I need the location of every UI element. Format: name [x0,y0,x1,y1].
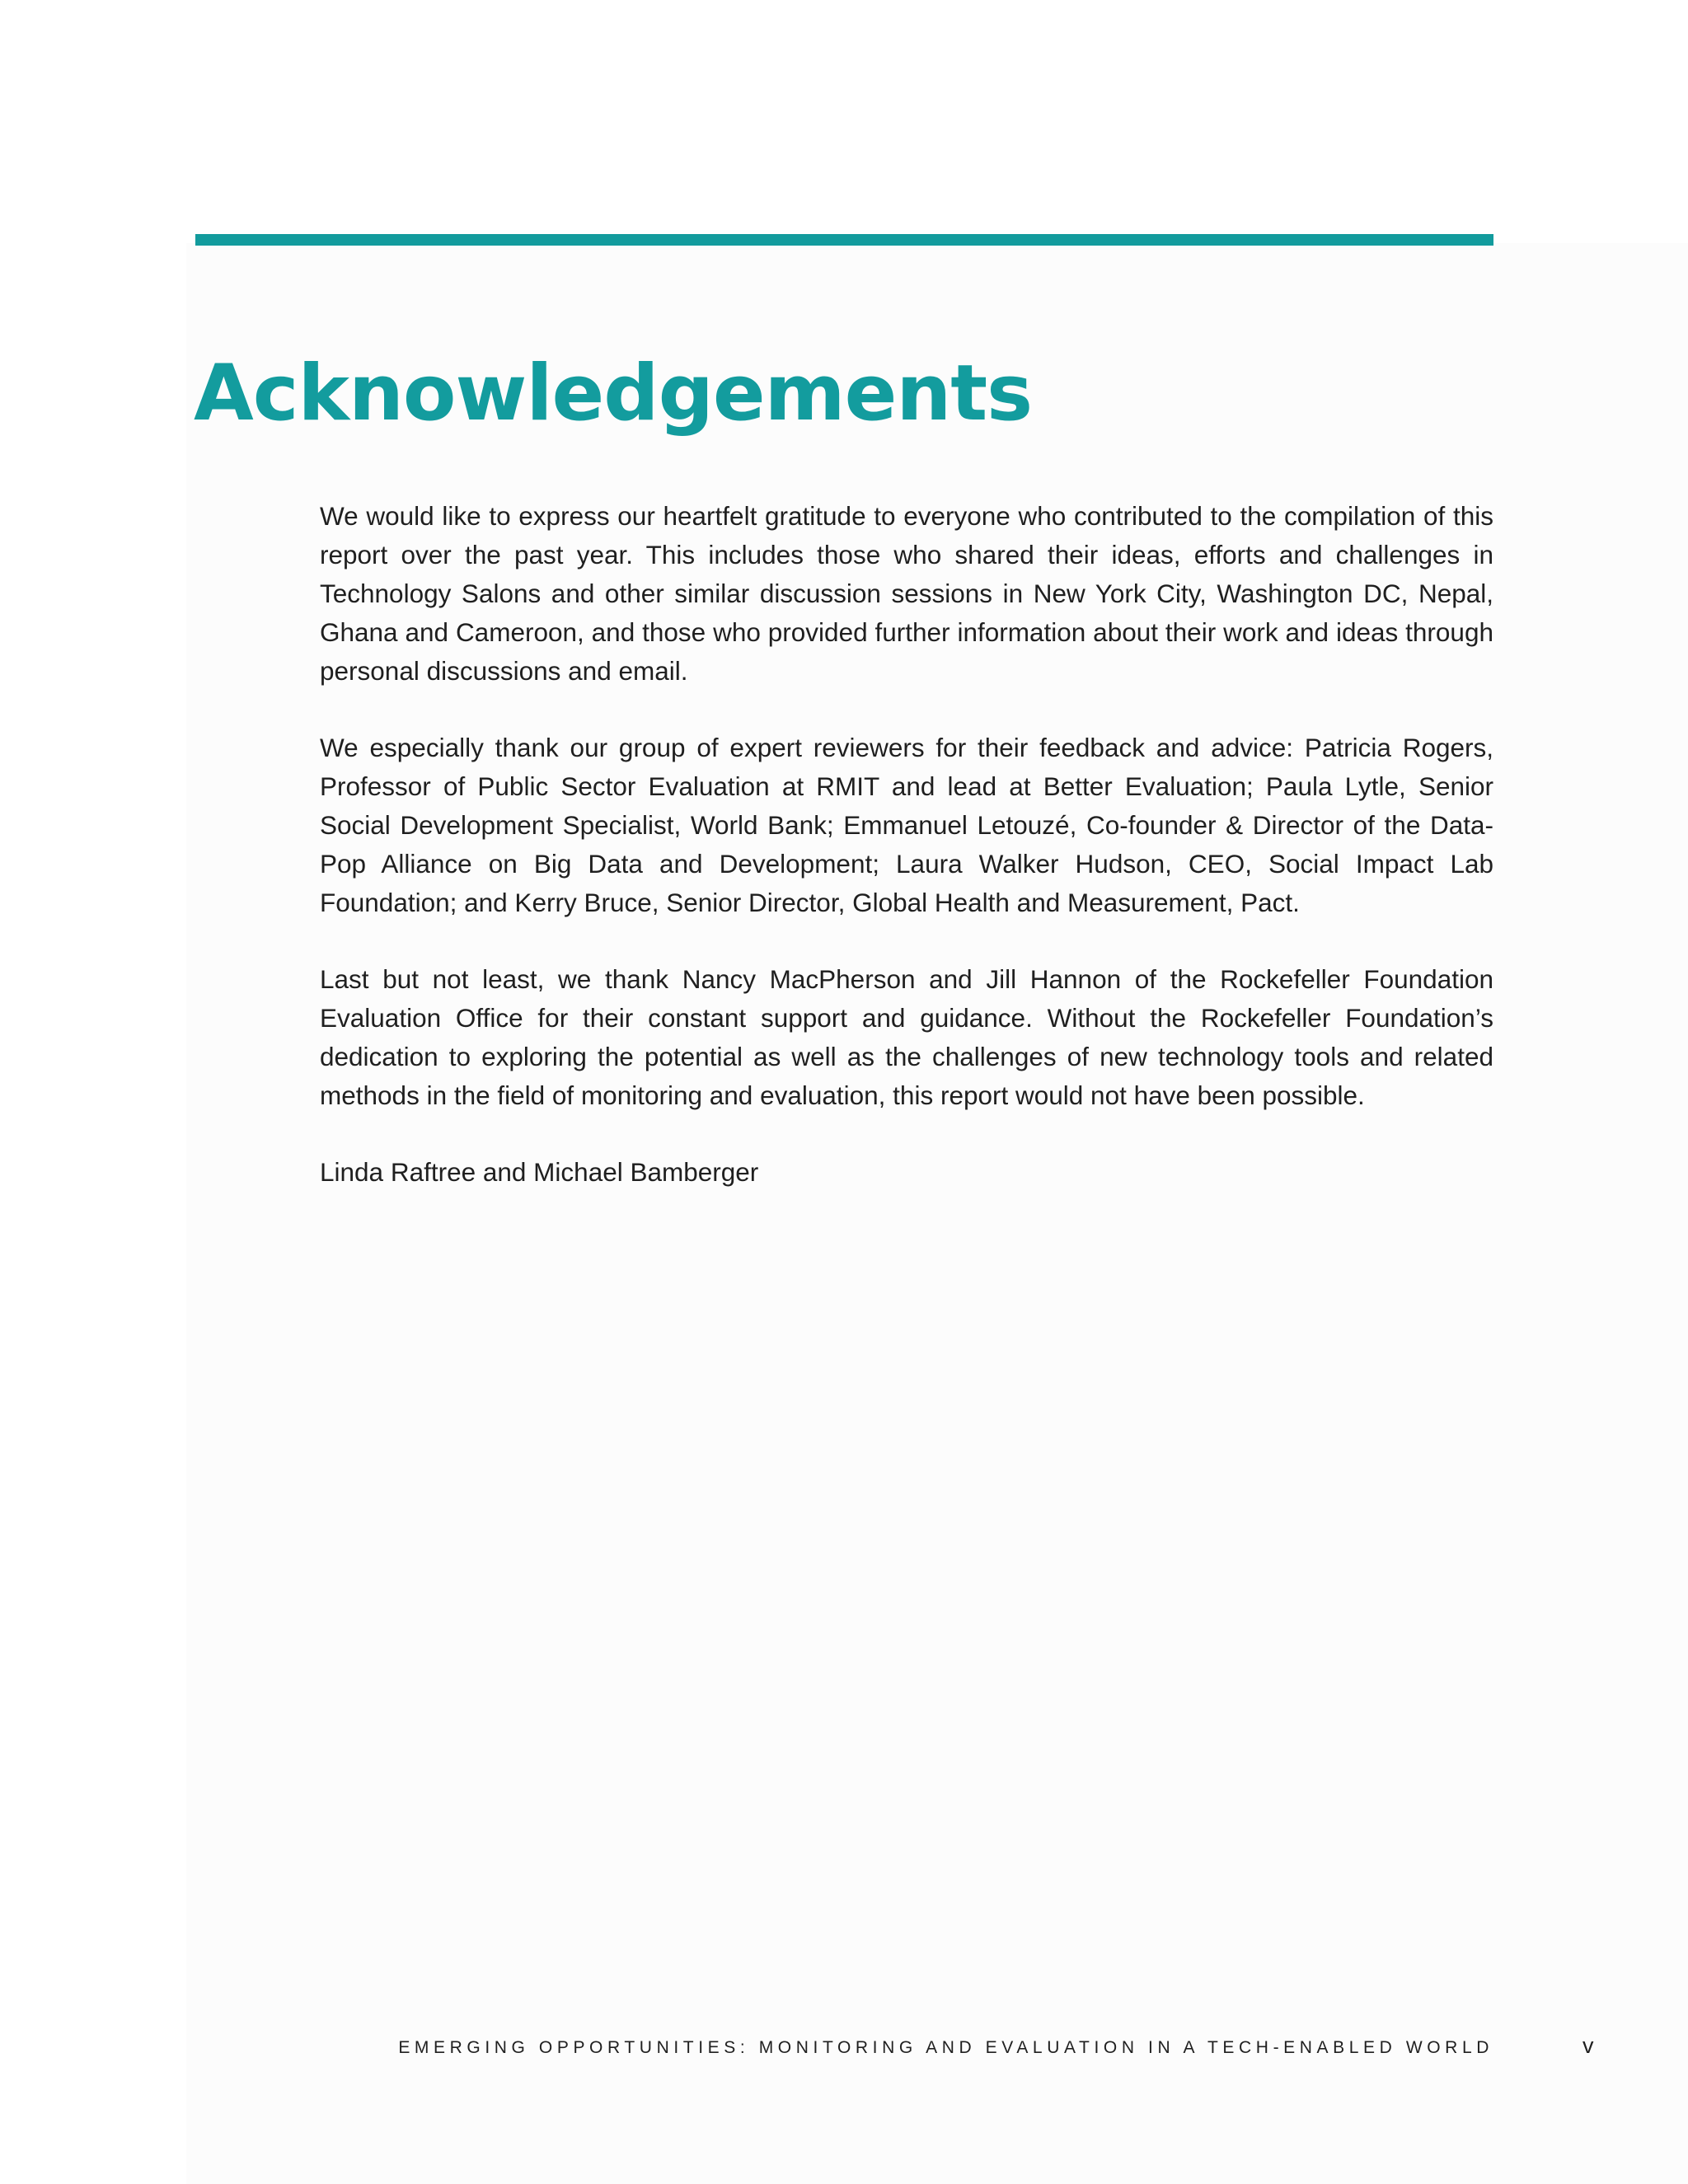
paragraph-gratitude: We would like to express our heartfelt gratitude to everyone who contributed to the compilation of this report over the past year. This includes those who shared their ideas, efforts and challenges in Technology Salons and other similar discussion sessions in New York City, Washington DC, Nepal, Ghana and Cameroon, and those who provided further information about their work and ideas through personal discussions and email. [320,501,1493,686]
page-number: v [1582,2033,1594,2058]
paragraph-reviewers: We especially thank our group of expert reviewers for their feedback and advice: Patricia Rogers, Professor of Public Sector Evaluation at RMIT and lead at Better Evaluation; Paula Lytle, Senior Social Development Specialist, World Bank; Emmanuel Letouzé, Co-founder & Director of the Data-Pop Alliance on Big Data and Development; Laura Walker Hudson, CEO, Social Impact Lab Foundation; and Kerry Bruce, Senior Director, Global Health and Measurement, Pact. [320,733,1493,917]
page-title: Acknowledgements [194,349,1033,438]
acknowledgements-body [320,497,1493,1230]
paragraph-rockefeller: Last but not least, we thank Nancy MacPherson and Jill Hannon of the Rockefeller Foundation Evaluation Office for their constant support and guidance. Without the Rockefeller Foundation’s dedication to exploring the potential as well as the challenges of new technology tools and related methods in the field of monitoring and evaluation, this report would not have been possible. [320,964,1493,1110]
header-rule [195,234,1493,246]
footer-publication-title: EMERGING OPPORTUNITIES: MONITORING AND EVALUATION IN A TECH-ENABLED WORLD [398,2038,1493,2057]
signature: Linda Raftree and Michael Bamberger [320,1157,759,1187]
